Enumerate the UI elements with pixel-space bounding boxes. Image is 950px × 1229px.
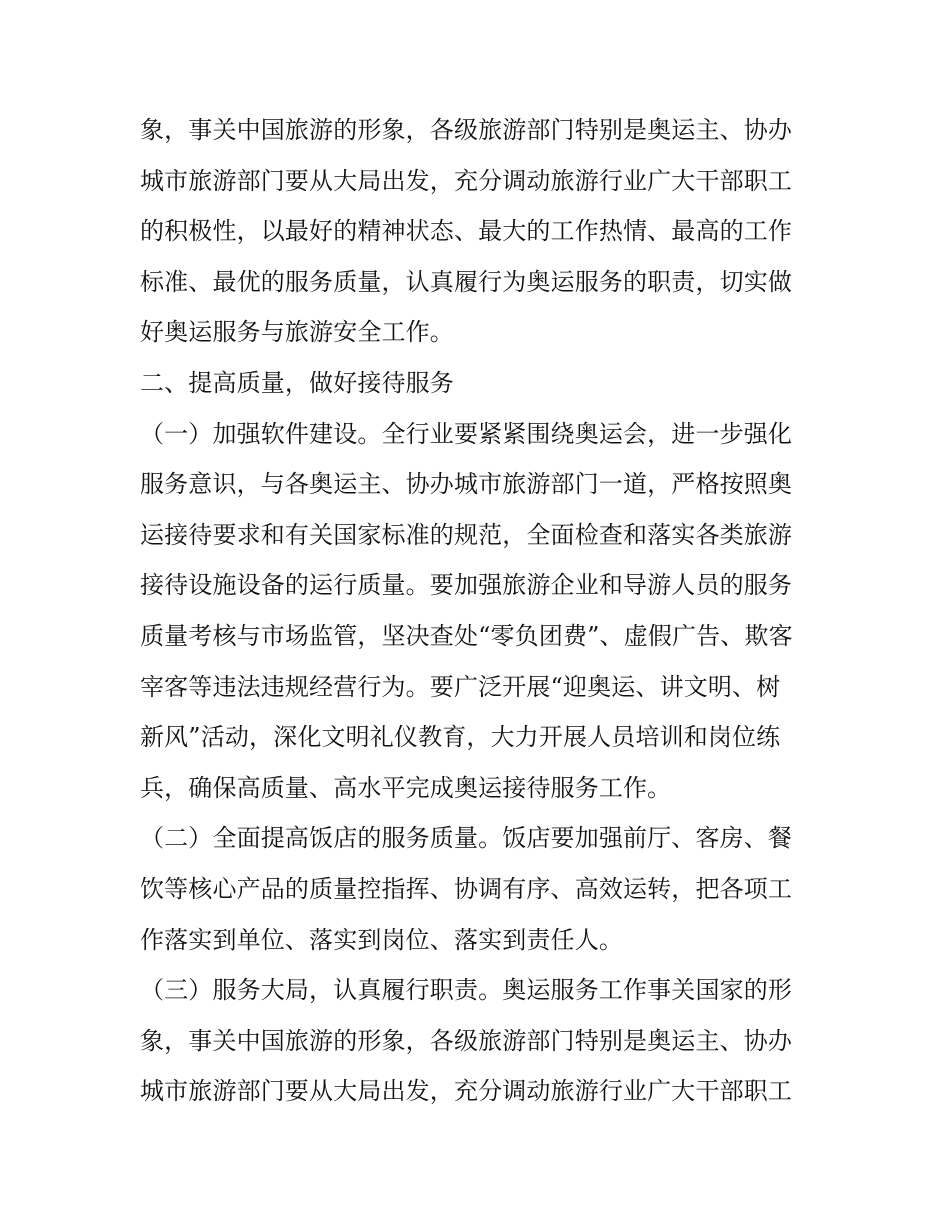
section-heading: 二、提高质量，做好接待服务 <box>140 368 454 397</box>
text-line: 宰客等违法违规经营行为。要广泛开展“迎奥运、讲文明、树 <box>140 672 781 701</box>
text-line: 城市旅游部门要从大局出发，充分调动旅游行业广大干部职工 <box>140 1077 793 1106</box>
document-page <box>140 105 812 1117</box>
text-line: 服务意识，与各奥运主、协办城市旅游部门一道，严格按照奥 <box>140 470 793 499</box>
text-line: 兵，确保高质量、高水平完成奥运接待服务工作。 <box>140 773 672 802</box>
text-line: （一）加强软件建设。全行业要紧紧围绕奥运会，进一步强化 <box>140 419 793 448</box>
text-line: （三）服务大局，认真履行职责。奥运服务工作事关国家的形 <box>140 976 793 1005</box>
text-line: 新风”活动，深化文明礼仪教育，大力开展人员培训和岗位练 <box>140 723 781 752</box>
text-line: 质量考核与市场监管，坚决查处“零负团费”、虚假广告、欺客 <box>140 621 793 650</box>
text-line: 标准、最优的服务质量，认真履行为奥运服务的职责，切实做 <box>140 267 793 296</box>
text-line: 作落实到单位、落实到岗位、落实到责任人。 <box>140 925 623 954</box>
text-line: 象，事关中国旅游的形象，各级旅游部门特别是奥运主、协办 <box>140 1026 793 1055</box>
text-line: 城市旅游部门要从大局出发，充分调动旅游行业广大干部职工 <box>140 166 793 195</box>
text-line: 接待设施设备的运行质量。要加强旅游企业和导游人员的服务 <box>140 571 793 600</box>
text-line: 好奥运服务与旅游安全工作。 <box>140 318 454 347</box>
text-line: 饮等核心产品的质量控指挥、协调有序、高效运转，把各项工 <box>140 874 793 903</box>
text-line: 运接待要求和有关国家标准的规范，全面检查和落实各类旅游 <box>140 520 793 549</box>
text-line: 象，事关中国旅游的形象，各级旅游部门特别是奥运主、协办 <box>140 116 793 144</box>
text-line: 的积极性，以最好的精神状态、最大的工作热情、最高的工作 <box>140 217 793 246</box>
text-line: （二）全面提高饭店的服务质量。饭店要加强前厅、客房、餐 <box>140 824 793 853</box>
